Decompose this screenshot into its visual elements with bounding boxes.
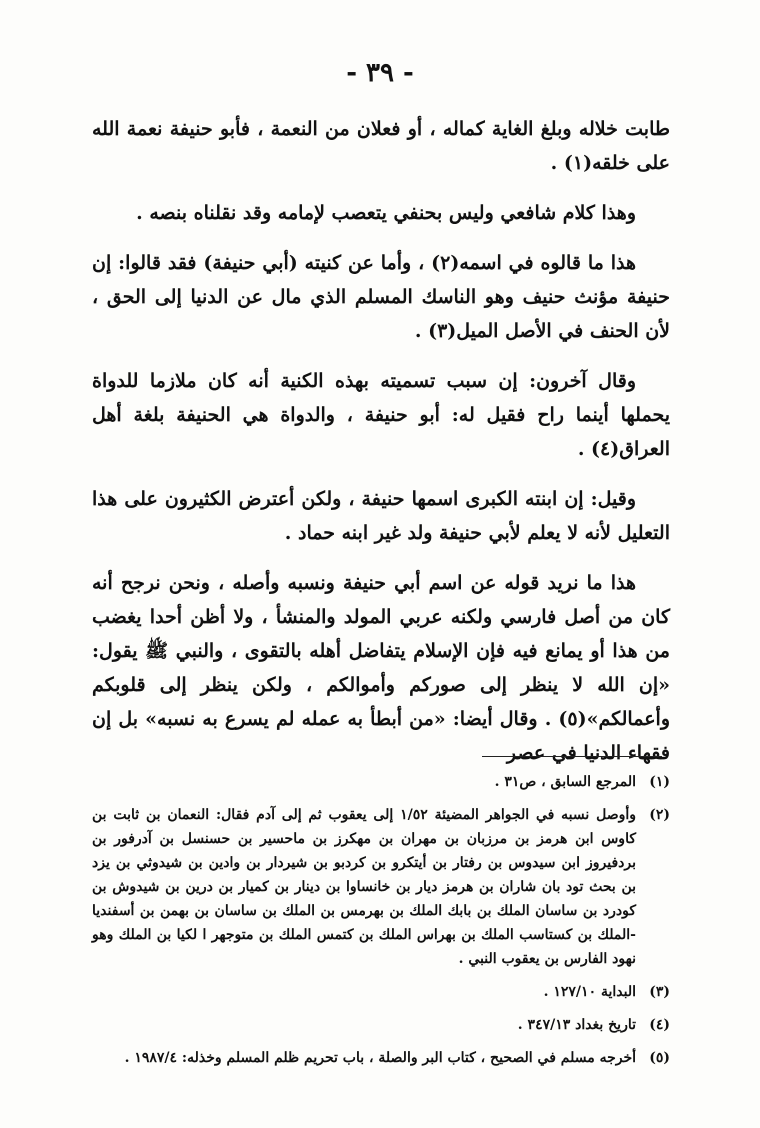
- main-text: [92, 112, 670, 786]
- footnote-text: تاريخ بغداد ٣٤٧/١٣ .: [517, 1017, 636, 1033]
- footnote-text: البداية ١٢٧/١٠ .: [543, 984, 636, 1000]
- paragraph: هذا ما قالوه في اسمه(٢) ، وأما عن كنيته (أبي حنيفة) فقد قالوا: إن حنيفة مؤنث حنيف وهو الناسك المسلم الذي مال عن الدنيا إلى الحق ، لأن الحنف في الأصل الميل(٣) .: [92, 252, 670, 342]
- paragraph: وقيل: إن ابنته الكبرى اسمها حنيفة ، ولكن أعترض الكثيرون على هذا التعليل لأنه لا يعلم لأبي حنيفة ولد غير ابنه حماد .: [92, 488, 670, 544]
- paragraph: طابت خلاله وبلغ الغاية كماله ، أو فعلان من النعمة ، فأبو حنيفة نعمة الله على خلقه(١) .: [92, 118, 670, 174]
- footnote-text: وأوصل نسبه في الجواهر المضيئة ١/٥٢ إلى يعقوب ثم إلى آدم فقال: النعمان بن ثابت بن كاوس ابن هرمز بن مرزبان بن مهران بن مهكرز بن ماحسير بن حسنسل بن آدرفور بن بردفيروز ابن سيدوس بن رفتار بن أيتكرو بن كردبو بن شيردار بن وادين بن شيدوثي بن يزد بن بحث تود بان شاران بن هرمز ديار بن خانساوا بن دينار بن كميار بن درين بن شيدوش بن كودرد بن ساسان الملك بن بابك الملك بن بهرمس بن الملك بن ساسان بن بهمن بن أسفنديا -الملك بن كستاسب الملك بن بهراس الملك بن كتمس الملك بن متوجهر ا لكيا بن الملك وهو نهود الفارس بن يعقوب النبي .: [92, 807, 636, 967]
- footnote: [92, 1046, 670, 1070]
- footnote-number: (٣): [649, 984, 670, 1000]
- footnote: [92, 980, 670, 1004]
- footnote-number: (٥): [649, 1050, 670, 1066]
- footnote-number: (٢): [649, 807, 670, 823]
- footnote: [92, 803, 670, 971]
- footnote-text: أخرجه مسلم في الصحيح ، كتاب البر والصلة ، باب تحريم ظلم المسلم وخذله: ١٩٨٧/٤ .: [124, 1050, 636, 1066]
- footnotes: [92, 770, 670, 1079]
- footnote-text: المرجع السابق ، ص٣١ .: [494, 774, 636, 790]
- footnote-number: (١): [649, 774, 670, 790]
- footnote: [92, 770, 670, 794]
- paragraph: هذا ما نريد قوله عن اسم أبي حنيفة ونسبه وأصله ، ونحن نرجح أنه كان من أصل فارسي ولكنه عربي المولد والمنشأ ، ولا أظن أحدا يغضب من هذا أو يمانع فيه فإن الإسلام يتفاضل أهله بالتقوى ، والنبي ﷺ يقول: «إن الله لا ينظر إلى صوركم وأموالكم ، ولكن ينظر إلى قلوبكم وأعمالكم»(٥) . وقال أيضا: «من أبطأ به عمله لم يسرع به نسبه» بل إن فقهاء الدنيا في عصر: [92, 572, 670, 764]
- footnote-divider: [482, 756, 662, 757]
- page-number: - ٣٩ -: [346, 58, 414, 88]
- footnote-number: (٤): [649, 1017, 670, 1033]
- paragraph: وقال آخرون: إن سبب تسميته بهذه الكنية أنه كان ملازما للدواة يحملها أينما راح فقيل له: أبو حنيفة ، والدواة هي الحنيفة بلغة أهل العراق(٤) .: [92, 370, 670, 460]
- footnote: [92, 1013, 670, 1037]
- paragraph: وهذا كلام شافعي وليس بحنفي يتعصب لإمامه وقد نقلناه بنصه .: [136, 202, 636, 224]
